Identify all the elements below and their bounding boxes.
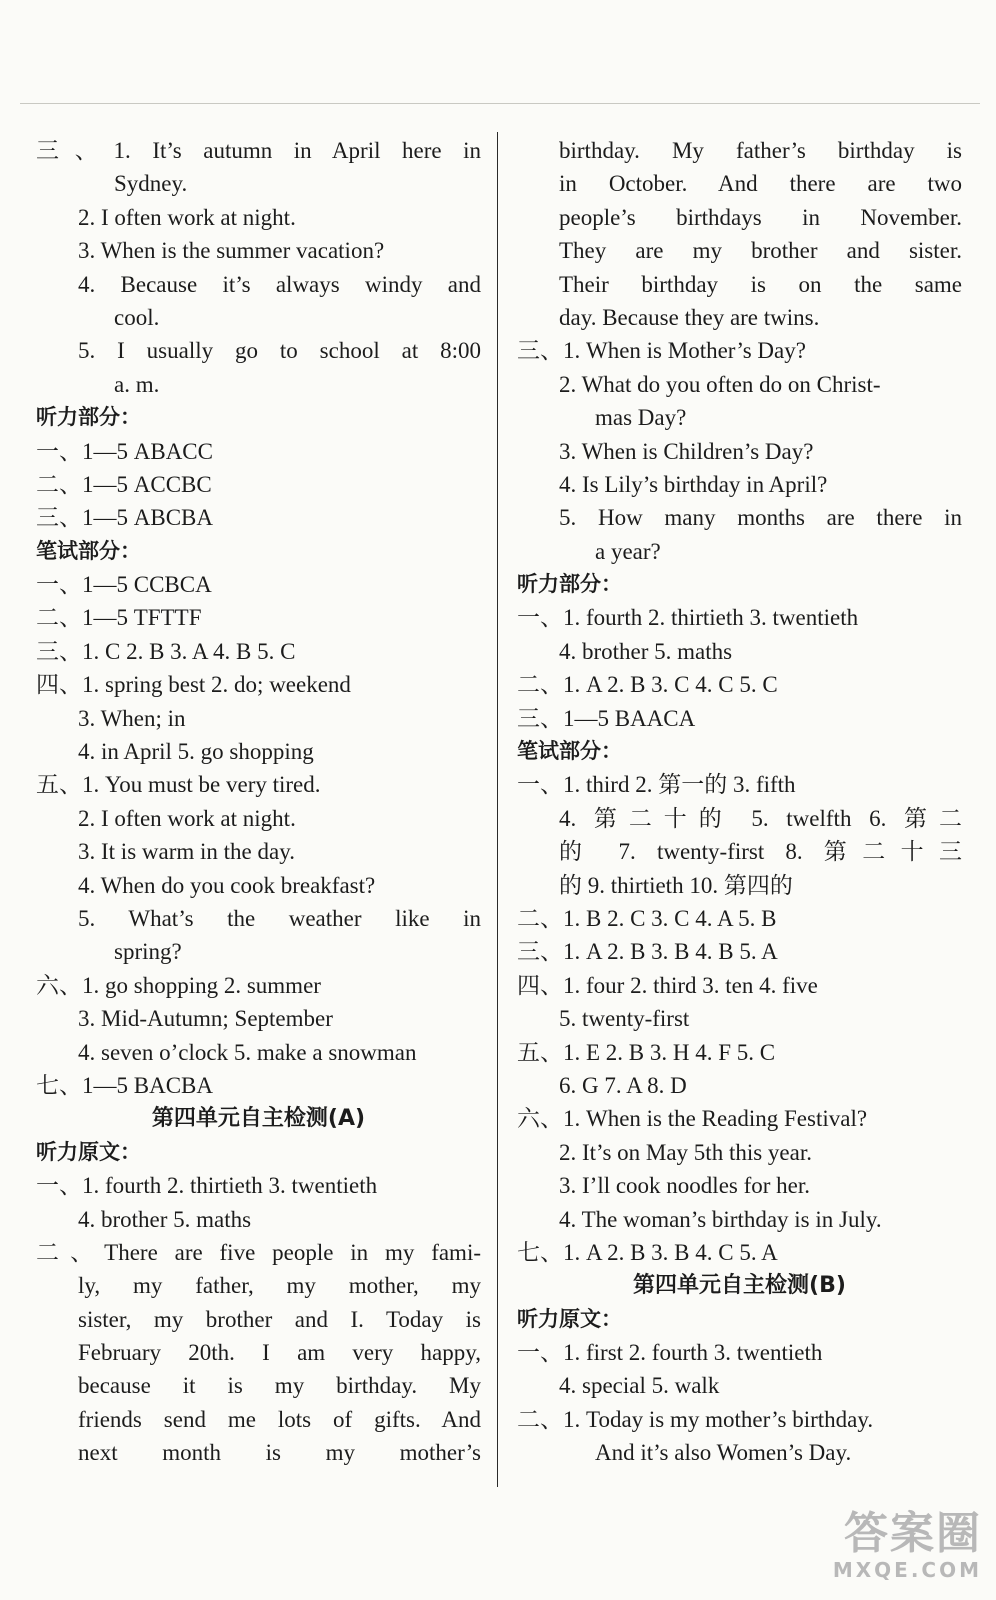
answer-line: 一、1—5 ABACC (36, 438, 213, 464)
answer-line: 二、1. B 2. C 3. C 4. A 5. B (517, 905, 777, 931)
answer-line: birthday. My father’s birthday is (559, 138, 962, 163)
answer-line: because it is my birthday. My (78, 1373, 481, 1399)
column-divider (497, 132, 498, 1487)
answer-line: 的 9. thirtieth 10. 第四的 (559, 872, 793, 898)
answer-line: 4. special 5. walk (559, 1373, 720, 1399)
left-column (36, 134, 481, 1470)
answer-line: 二、1—5 ACCBC (36, 471, 212, 497)
answer-line: 六、1. go shopping 2. summer (36, 972, 321, 998)
answer-line: 一、1. first 2. fourth 3. twentieth (517, 1340, 823, 1366)
answer-line: They are my brother and sister. (559, 238, 962, 264)
answer-line: 3. I’ll cook noodles for her. (559, 1173, 811, 1199)
answer-line: 2. What do you often do on Christ- (559, 371, 881, 397)
answer-line: 3. When is Children’s Day? (559, 438, 814, 464)
answer-line: next month is my mother’s (78, 1440, 481, 1466)
answer-line: 三、1. A 2. B 3. B 4. B 5. A (517, 939, 778, 965)
unit-title: 第四单元自主检测(B) (633, 1273, 846, 1299)
answer-line: 一、1. fourth 2. thirtieth 3. twentieth (36, 1173, 378, 1199)
section-heading: 听力原文： (517, 1306, 622, 1331)
answer-line: 3. Mid-Autumn; September (78, 1006, 333, 1032)
answer-line: day. Because they are twins. (559, 304, 820, 330)
answer-line: 2. I often work at night. (78, 805, 296, 831)
watermark-logo (752, 1510, 982, 1590)
section-heading: 笔试部分： (517, 739, 622, 764)
answer-line: 五、1. You must be very tired. (36, 772, 321, 798)
section-heading: 笔试部分： (36, 538, 141, 563)
answer-line: And it’s also Women’s Day. (595, 1440, 852, 1466)
answer-line: 4. When do you cook breakfast? (78, 872, 376, 898)
top-rule (20, 103, 980, 104)
answer-line: 3. When; in (78, 705, 186, 731)
answer-line: 五、1. E 2. B 3. H 4. F 5. C (517, 1039, 776, 1065)
answer-line: 三、1. It’s autumn in April here in (36, 138, 481, 163)
answer-line: ly, my father, my mother, my (78, 1273, 481, 1299)
answer-line: 六、1. When is the Reading Festival? (517, 1106, 868, 1132)
answer-line: 4. 第二十的 5. twelfth 6. 第二 (559, 805, 962, 831)
answer-line: cool. (114, 304, 160, 330)
answer-line: 三、1—5 ABCBA (36, 505, 213, 531)
answer-line: 4. The woman’s birthday is in July. (559, 1206, 882, 1232)
watermark-main: 答案圈 (844, 1508, 982, 1559)
answer-line: 3. When is the summer vacation? (78, 238, 385, 264)
answer-line: mas Day? (595, 405, 687, 431)
section-heading: 听力部分： (517, 572, 622, 597)
answer-line: 4. seven o’clock 5. make a snowman (78, 1039, 417, 1065)
answer-line: 5. I usually go to school at 8:00 (78, 338, 481, 364)
answer-line: 二、1. Today is my mother’s birthday. (517, 1406, 874, 1432)
answer-line: 三、1. C 2. B 3. A 4. B 5. C (36, 638, 296, 664)
answer-line: 的 7. twenty-first 8. 第二十三 (559, 839, 962, 865)
answer-line: Sydney. (114, 171, 188, 197)
answer-line: 4. brother 5. maths (559, 638, 733, 664)
answer-line: 三、1—5 BAACA (517, 705, 696, 731)
answer-line: 二、There are five people in my fami- (36, 1239, 481, 1265)
answer-line: 七、1. A 2. B 3. B 4. C 5. A (517, 1239, 778, 1265)
answer-line: 七、1—5 BACBA (36, 1072, 213, 1098)
answer-line: 2. It’s on May 5th this year. (559, 1139, 812, 1165)
answer-line: 二、1—5 TFTTF (36, 605, 202, 631)
answer-line: friends send me lots of gifts. And (78, 1406, 481, 1432)
answer-line: a. m. (114, 371, 160, 397)
answer-line: 5. twenty-first (559, 1006, 690, 1032)
answer-line: 5. How many months are there in (559, 505, 962, 531)
answer-line: 5. What’s the weather like in (78, 905, 481, 931)
answer-line: 2. I often work at night. (78, 204, 296, 230)
section-heading: 听力原文： (36, 1139, 141, 1164)
section-heading: 听力部分： (36, 405, 141, 430)
answer-line: 4. in April 5. go shopping (78, 739, 314, 765)
unit-title: 第四单元自主检测(A) (151, 1106, 366, 1132)
answer-line: spring? (114, 939, 182, 965)
answer-line: 4. Because it’s always windy and (78, 271, 481, 297)
answer-line: 一、1—5 CCBCA (36, 572, 212, 598)
answer-line: 4. brother 5. maths (78, 1206, 252, 1232)
answer-line: 三、1. When is Mother’s Day? (517, 338, 806, 364)
answer-line: 四、1. four 2. third 3. ten 4. five (517, 972, 818, 998)
answer-line: 一、1. third 2. 第一的 3. fifth (517, 772, 796, 798)
answer-line: 4. Is Lily’s birthday in April? (559, 471, 828, 497)
answer-line: 一、1. fourth 2. thirtieth 3. twentieth (517, 605, 859, 631)
answer-line: 6. G 7. A 8. D (559, 1072, 687, 1098)
watermark-url: MXQE.COM (832, 1558, 982, 1582)
answer-line: Their birthday is on the same (559, 271, 962, 297)
answer-line: February 20th. I am very happy, (78, 1340, 481, 1366)
answer-line: 二、1. A 2. B 3. C 4. C 5. C (517, 672, 778, 698)
answer-line: 3. It is warm in the day. (78, 839, 295, 865)
right-column (517, 134, 962, 1470)
answer-line: a year? (595, 538, 661, 564)
answer-line: in October. And there are two (559, 171, 962, 197)
answer-line: 四、1. spring best 2. do; weekend (36, 672, 351, 698)
answer-line: people’s birthdays in November. (559, 204, 962, 230)
answer-line: sister, my brother and I. Today is (78, 1306, 481, 1332)
